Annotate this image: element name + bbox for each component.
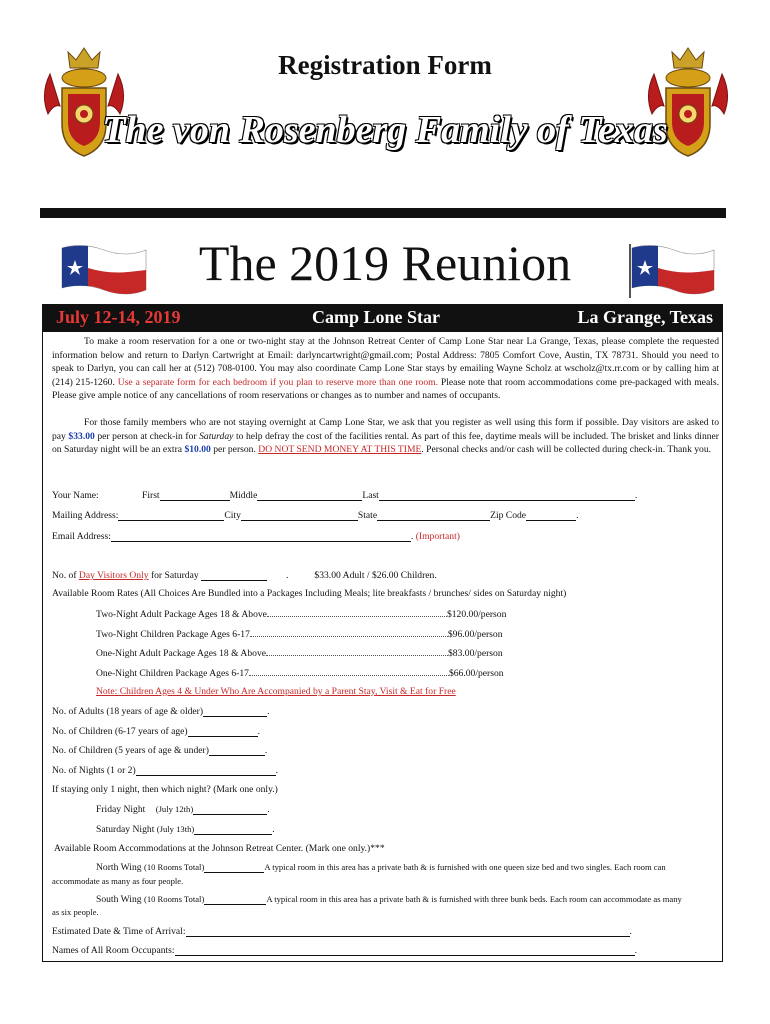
name-fields: First Middle Last .: [142, 490, 638, 501]
saturday-night-row: Saturday Night (July 13th) .: [96, 824, 275, 835]
children-count-row: No. of Children (6-17 years of age) .: [52, 726, 261, 737]
friday-night-field[interactable]: [193, 804, 267, 815]
adults-count-field[interactable]: [203, 706, 267, 717]
name-row: Your Name:: [52, 490, 99, 501]
one-night-question: If staying only 1 night, then which night? (Mark one only.): [52, 784, 278, 795]
arrival-row: Estimated Date & Time of Arrival: .: [52, 926, 632, 937]
dinner-fee: $10.00: [184, 444, 211, 456]
nights-count-row: No. of Nights (1 or 2) .: [52, 765, 279, 776]
adults-count-row: No. of Adults (18 years of age & older) .: [52, 706, 270, 717]
children-count-field[interactable]: [188, 726, 258, 737]
middle-name-field[interactable]: [257, 490, 362, 501]
event-venue: Camp Lone Star: [312, 307, 441, 327]
address-row: Mailing Address: City State Zip Code .: [52, 510, 579, 521]
south-wing-row: South Wing (10 Rooms Total) A typical room in this area has a private bath & is furnished with three bunk beds. Each room can accommodate as many: [96, 894, 682, 905]
package-row: One-Night Children Package Ages 6-17 $66.00/person: [96, 668, 504, 679]
email-field[interactable]: [111, 531, 411, 542]
north-wing-desc-cont: accommodate as many as four people.: [52, 876, 184, 886]
day-visitors-label: Day Visitors Only: [78, 570, 149, 581]
reunion-title: The 2019 Reunion: [198, 235, 572, 291]
event-location: La Grange, Texas: [577, 307, 713, 327]
occupants-row: Names of All Room Occupants: .: [52, 945, 637, 956]
day-visitor-prices: . $33.00 Adult / $26.00 Children.: [286, 570, 437, 581]
saturday-night-field[interactable]: [194, 824, 272, 835]
mailing-address-field[interactable]: [118, 510, 224, 521]
north-wing-field[interactable]: [204, 862, 264, 873]
intro-paragraph-2: For those family members who are not staying overnight at Camp Lone Star, we ask that you register as well using this form if possible. Day visitors are asked to pay $33.00 per person at check-in for Saturday to help defray the cost of the facilities rental. As part of this fee, daytime meals will be included. The brisket and links dinner on Saturday night will be an extra $10.00 per person. DO NOT SEND MONEY AT THIS TIME. Personal checks and/or cash will be collected during check-in. Thank you.: [52, 417, 719, 456]
occupants-field[interactable]: [175, 945, 635, 956]
no-money-warning: DO NOT SEND MONEY AT THIS TIME: [258, 444, 422, 456]
event-dates: July 12-14, 2019: [56, 307, 181, 327]
city-field[interactable]: [241, 510, 358, 521]
package-row: Two-Night Adult Package Ages 18 & Above $120.00/person: [96, 609, 507, 620]
arrival-field[interactable]: [186, 926, 630, 937]
day-visitor-fee: $33.00: [68, 430, 95, 442]
separate-form-note: Use a separate form for each bedroom if you plan to reserve more than one room.: [117, 376, 438, 388]
email-row: Email Address: . (Important): [52, 531, 460, 542]
header-divider: [40, 208, 726, 218]
family-title: The von Rosenberg Family of Texas: [102, 109, 668, 151]
package-row: One-Night Adult Package Ages 18 & Above $83.00/person: [96, 648, 503, 659]
event-info-bar: [42, 304, 723, 332]
young-children-count-field[interactable]: [209, 745, 265, 756]
package-row: Two-Night Children Package Ages 6-17 $96.00/person: [96, 629, 503, 640]
south-wing-field[interactable]: [204, 894, 266, 905]
day-visitors-row: No. of Day Visitors Only for Saturday: [52, 570, 267, 581]
accommodations-heading: Available Room Accommodations at the Johnson Retreat Center. (Mark one only.)***: [54, 843, 385, 854]
room-rates-heading: Available Room Rates (All Choices Are Bundled into a Packages Including Meals; lite breakfasts / brunches/ sides on Saturday night): [52, 588, 567, 599]
last-name-field[interactable]: [379, 490, 635, 501]
south-wing-desc-cont: as six people.: [52, 907, 99, 917]
children-free-note: Note: Children Ages 4 & Under Who Are Accompanied by a Parent Stay, Visit & Eat for Free: [96, 686, 456, 697]
day-visitors-count-field[interactable]: [201, 570, 267, 581]
nights-count-field[interactable]: [136, 765, 276, 776]
form-title: Registration Form: [278, 50, 492, 80]
young-children-count-row: No. of Children (5 years of age & under) .: [52, 745, 268, 756]
important-note: (Important): [415, 531, 460, 542]
intro-paragraph-1: To make a room reservation for a one or two-night stay at the Johnson Retreat Center of Camp Lone Star near La Grange, Texas, please complete the requested information below and return to Darlyn Cartwright at Email: darlyncartwright@gmail.com; Postal Address: 7805 Comfort Cove, Austin, TX 78731. Should you need to speak to Darlyn, you can call her at (512) 708-0100. You may also coordinate Camp Lone Star stays by emailing Wayne Scholz at wscholz@tx.rr.com or by calling him at (214) 215-1260. Use a separate form for each bedroom if you plan to reserve more than one room. Please note that room accommodations come pre-packaged with meals. Please give ample notice of any cancellations of room reservations or changes as to number and names of occupants.: [52, 336, 720, 402]
zip-code-field[interactable]: [526, 510, 576, 521]
north-wing-row: North Wing (10 Rooms Total) A typical room in this area has a private bath & is furnished with one queen size bed and two singles. Each room can: [96, 862, 666, 873]
friday-night-row: Friday Night (July 12th) .: [96, 804, 270, 815]
first-name-field[interactable]: [160, 490, 230, 501]
state-field[interactable]: [377, 510, 490, 521]
